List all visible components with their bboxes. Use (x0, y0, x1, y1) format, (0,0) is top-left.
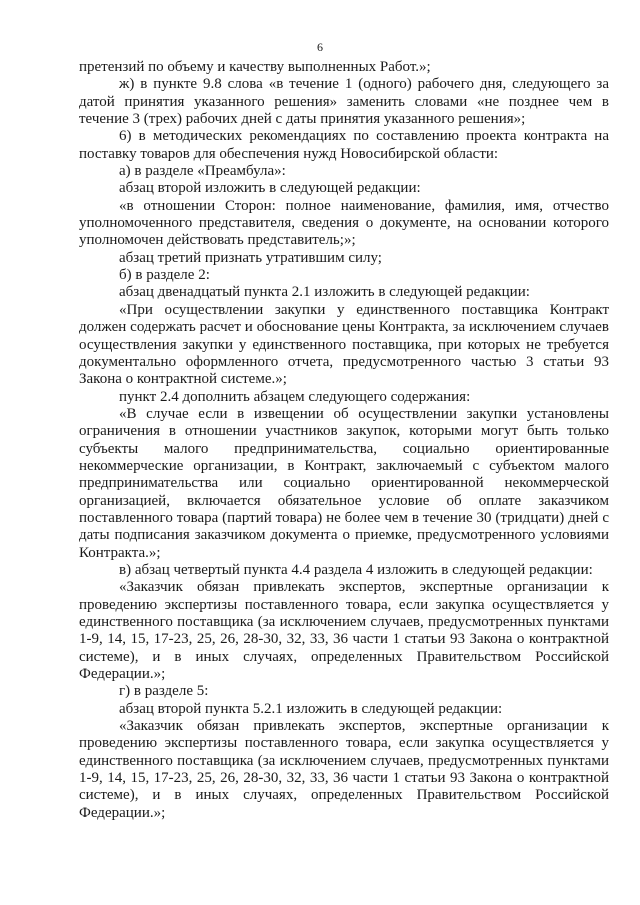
paragraph: «В случае если в извещении об осуществлении закупки установлены ограничения в отношении участников закупок, которыми могут быть только субъекты малого предпринимательства, социально ориентированные некоммерческие организации, в Контракт, заключаемый с субъектом малого предпринимательства или социально ориентированной некоммерческой организацией, включается обязательное условие об оплате заказчиком поставленного товара (партий товара) не более чем в течение 30 (тридцати) дней с даты подписания заказчиком документа о приемке, предусмотренного условиями Контракта.»; (79, 405, 609, 561)
paragraph: «Заказчик обязан привлекать экспертов, экспертные организации к проведению экспертизы поставленного товара, если закупка осуществляется у единственного поставщика (за исключением случаев, предусмотренных пунктами 1-9, 14, 15, 17-23, 25, 26, 28-30, 32, 33, 36 части 1 статьи 93 Закона о контрактной системе), и в иных случаях, определенных Правительством Российской Федерации.»; (79, 579, 609, 683)
paragraph: 6) в методических рекомендациях по составлению проекта контракта на поставку товаров для обеспечения нужд Новосибирской области: (79, 128, 609, 162)
paragraph: а) в разделе «Преамбула»: (119, 163, 286, 180)
paragraph: «Заказчик обязан привлекать экспертов, экспертные организации к проведению экспертизы поставленного товара, если закупка осуществляется у единственного поставщика (за исключением случаев, предусмотренных пунктами 1-9, 14, 15, 17-23, 25, 26, 28-30, 32, 33, 36 части 1 статьи 93 Закона о контрактной системе), и в иных случаях, определенных Правительством Российской Федерации.»; (79, 718, 609, 821)
page-number: 6 (317, 40, 323, 54)
paragraph: пункт 2.4 дополнить абзацем следующего содержания: (119, 388, 471, 405)
paragraph: в) абзац четвертый пункта 4.4 раздела 4 изложить в следующей редакции: (119, 561, 593, 578)
paragraph: абзац второй изложить в следующей редакции: (119, 180, 421, 197)
paragraph: б) в разделе 2: (119, 267, 210, 284)
paragraph: «в отношении Сторон: полное наименование, фамилия, имя, отчество уполномоченного представителя, сведения о документе, на основании которого уполномочен действовать представитель;»; (79, 197, 609, 249)
paragraph: абзац двенадцатый пункта 2.1 изложить в следующей редакции: (119, 284, 530, 301)
paragraph-continuation: претензий по объему и качеству выполненных Работ.»; (79, 59, 431, 75)
paragraph: «При осуществлении закупки у единственного поставщика Контракт должен содержать расчет и обоснование цены Контракта, за исключением случаев осуществления закупки у единственного поставщика, при которых не требуется документально оформленного отчета, предусмотренного частью 3 статьи 93 Закона о контрактной системе.»; (79, 301, 609, 388)
paragraph: абзац третий признать утратившим силу; (119, 249, 382, 266)
paragraph: г) в разделе 5: (119, 683, 209, 700)
paragraph: ж) в пункте 9.8 слова «в течение 1 (одного) рабочего дня, следующего за датой принятия указанного решения» заменить словами «не позднее чем в течение 3 (трех) рабочих дней с даты принятия указанного решения»; (79, 76, 609, 128)
document-body (79, 59, 609, 822)
paragraph: абзац второй пункта 5.2.1 изложить в следующей редакции: (119, 700, 503, 717)
